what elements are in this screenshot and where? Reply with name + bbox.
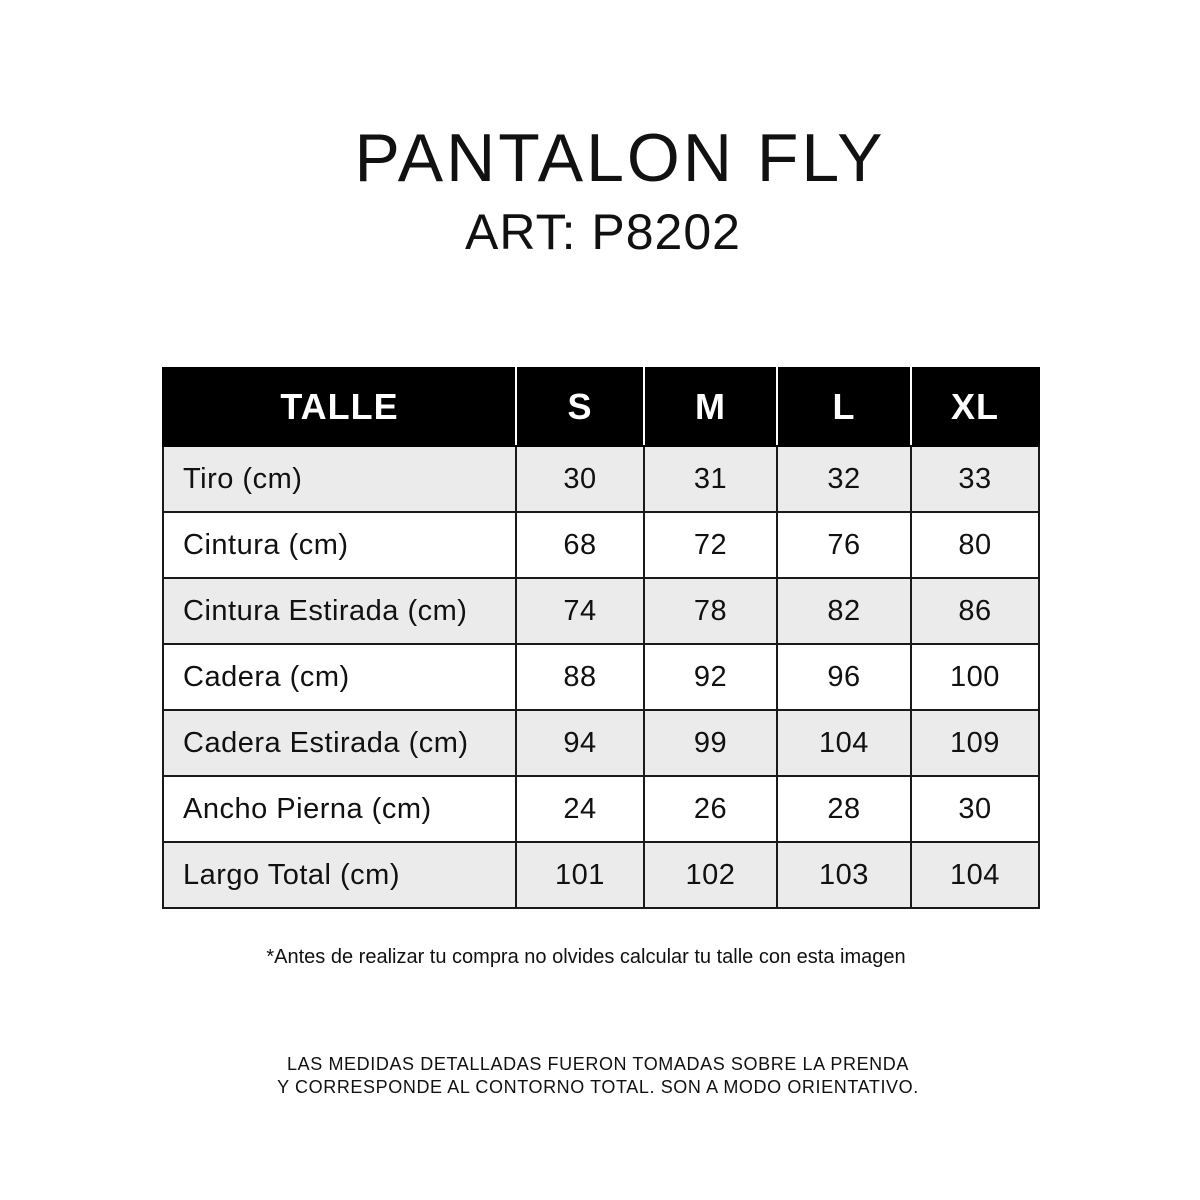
product-title: PANTALON FLY (354, 120, 886, 196)
row-label: Cadera Estirada (cm) (163, 710, 516, 776)
disclaimer-line-2: Y CORRESPONDE AL CONTORNO TOTAL. SON A MODO ORIENTATIVO. (277, 1077, 919, 1097)
row-label: Largo Total (cm) (163, 842, 516, 908)
column-header-l: L (777, 368, 911, 446)
column-header-s: S (516, 368, 644, 446)
cell-value: 32 (777, 446, 911, 512)
row-label: Ancho Pierna (cm) (163, 776, 516, 842)
cell-value: 33 (911, 446, 1039, 512)
cell-value: 72 (644, 512, 777, 578)
cell-value: 30 (516, 446, 644, 512)
cell-value: 28 (777, 776, 911, 842)
row-label: Cadera (cm) (163, 644, 516, 710)
cell-value: 94 (516, 710, 644, 776)
row-label: Tiro (cm) (163, 446, 516, 512)
cell-value: 104 (777, 710, 911, 776)
cell-value: 92 (644, 644, 777, 710)
table-row (163, 644, 1039, 710)
cell-value: 109 (911, 710, 1039, 776)
cell-value: 82 (777, 578, 911, 644)
size-note: *Antes de realizar tu compra no olvides calcular tu talle con esta imagen (266, 946, 906, 968)
cell-value: 100 (911, 644, 1039, 710)
column-header-talle: TALLE (163, 368, 516, 446)
table-row (163, 842, 1039, 908)
table-row (163, 446, 1039, 512)
disclaimer-line-1: LAS MEDIDAS DETALLADAS FUERON TOMADAS SOBRE LA PRENDA (287, 1054, 909, 1074)
cell-value: 102 (644, 842, 777, 908)
cell-value: 99 (644, 710, 777, 776)
cell-value: 88 (516, 644, 644, 710)
cell-value: 103 (777, 842, 911, 908)
cell-value: 101 (516, 842, 644, 908)
table-row (163, 578, 1039, 644)
table-row (163, 776, 1039, 842)
cell-value: 74 (516, 578, 644, 644)
cell-value: 26 (644, 776, 777, 842)
cell-value: 30 (911, 776, 1039, 842)
row-label: Cintura Estirada (cm) (163, 578, 516, 644)
cell-value: 24 (516, 776, 644, 842)
article-code: ART: P8202 (465, 204, 741, 260)
cell-value: 86 (911, 578, 1039, 644)
table-header-row (163, 368, 1039, 446)
column-header-xl: XL (911, 368, 1039, 446)
cell-value: 68 (516, 512, 644, 578)
column-header-m: M (644, 368, 777, 446)
cell-value: 76 (777, 512, 911, 578)
cell-value: 78 (644, 578, 777, 644)
cell-value: 96 (777, 644, 911, 710)
measurement-disclaimer (0, 1053, 1196, 1099)
cell-value: 80 (911, 512, 1039, 578)
row-label: Cintura (cm) (163, 512, 516, 578)
size-chart-table (162, 367, 1040, 909)
table-row (163, 512, 1039, 578)
cell-value: 31 (644, 446, 777, 512)
table-row (163, 710, 1039, 776)
cell-value: 104 (911, 842, 1039, 908)
